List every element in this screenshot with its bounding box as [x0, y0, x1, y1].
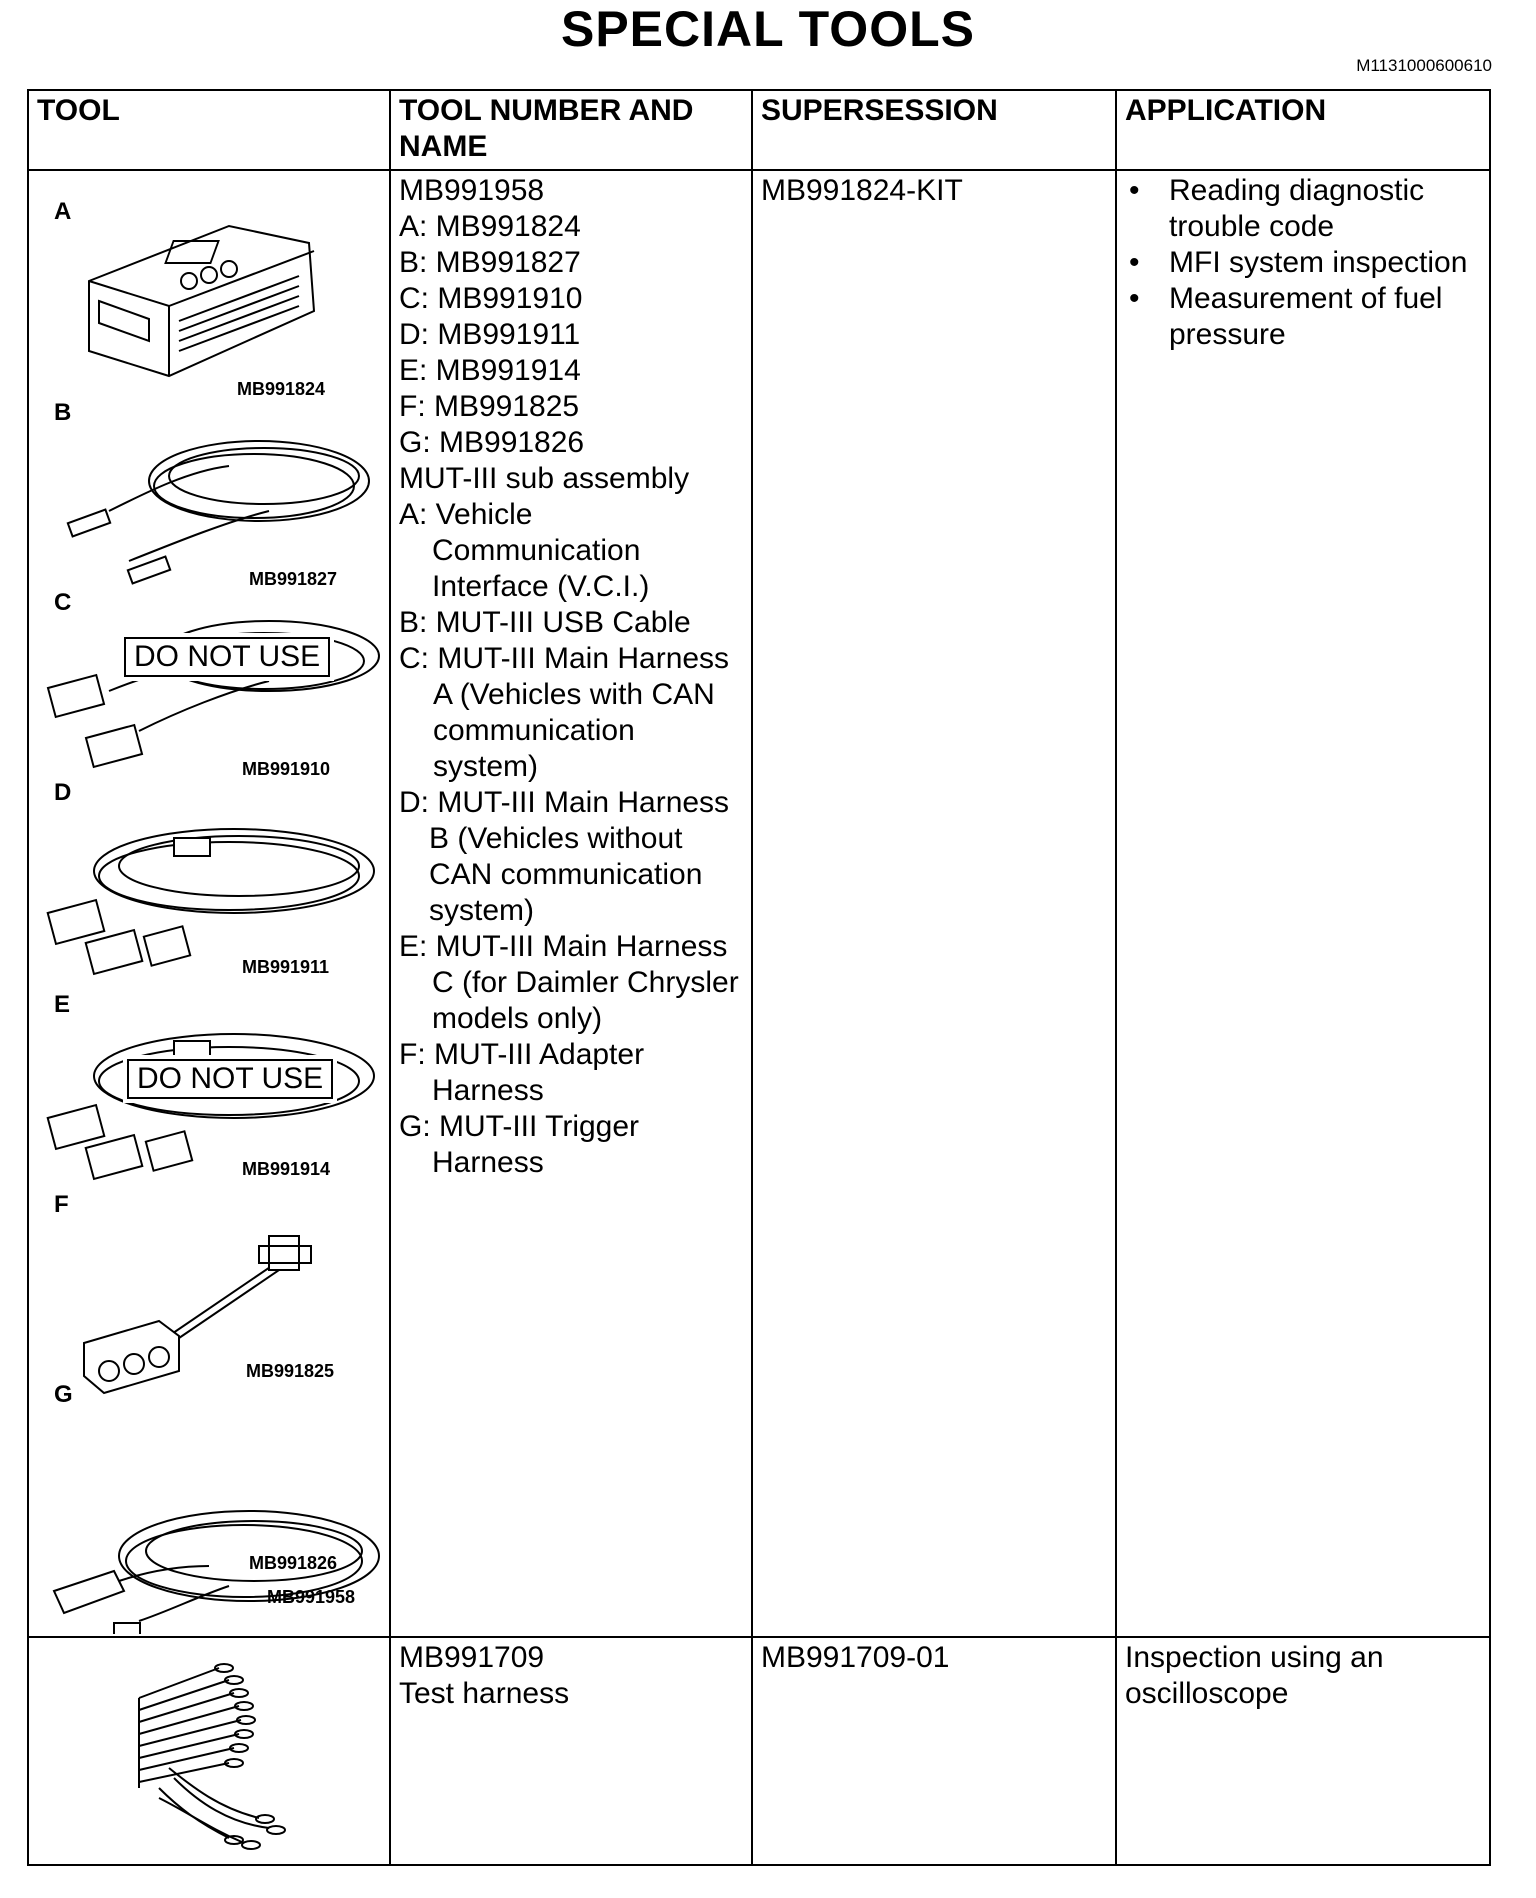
tool-number-name-lines	[391, 1638, 751, 1712]
figure-label-e: E	[54, 991, 71, 1018]
tool-description-line: Communication	[432, 534, 641, 567]
tool-number-name-cell	[390, 170, 752, 1637]
application-text	[1117, 1638, 1489, 1712]
part-number-mb991827: MB991827	[249, 569, 338, 589]
tool-figure-cell	[28, 1637, 390, 1865]
part-number-mb991910: MB991910	[242, 759, 331, 779]
tool-description-line: MUT-III sub assembly	[399, 462, 690, 495]
tool-description-line: E: MUT-III Main Harness	[399, 930, 728, 963]
tool-description-line: C (for Daimler Chrysler	[432, 966, 739, 999]
application-cell	[1116, 1637, 1490, 1865]
tool-description-line: D: MB991911	[399, 318, 581, 351]
application-bullet	[1129, 173, 1485, 245]
tool-number-name-cell	[390, 1637, 752, 1865]
figure-label-g: G	[54, 1381, 73, 1408]
part-number-mb991826: MB991826	[249, 1553, 338, 1573]
special-tools-table	[27, 89, 1491, 1866]
supersession-value: MB991709-01	[761, 1641, 950, 1674]
header-tool-number	[390, 90, 752, 170]
application-bullet-line: • Measurement of fuel	[1169, 282, 1443, 315]
usb-cable-drawing	[68, 441, 369, 583]
supersession-value: MB991824-KIT	[761, 174, 963, 207]
vci-device-drawing	[89, 226, 314, 376]
tool-description-line: MB991709	[399, 1641, 545, 1674]
application-bullet-line: • Reading diagnostic	[1169, 174, 1425, 207]
test-harness-illustration	[29, 1638, 387, 1862]
header-tool: TOOL	[28, 90, 390, 170]
tool-description-line: G: MUT-III Trigger	[399, 1110, 640, 1143]
header-tool-number-line: TOOL NUMBER AND	[399, 94, 694, 127]
tool-drawings	[29, 171, 387, 1634]
test-harness-drawing	[29, 1638, 387, 1862]
application-bullet	[1129, 245, 1485, 281]
tool-description-line: C: MUT-III Main Harness	[399, 642, 730, 675]
application-line: oscilloscope	[1125, 1677, 1289, 1710]
figure-label-a: A	[54, 198, 72, 225]
main-harness-c-drawing	[48, 1034, 374, 1179]
tool-description-line: Harness	[432, 1074, 544, 1107]
tool-description-line: E: MB991914	[399, 354, 581, 387]
page-title: SPECIAL TOOLS	[560, 1, 975, 57]
tool-description-line: A (Vehicles with CAN	[433, 678, 715, 711]
tool-description-line: Test harness	[399, 1677, 570, 1710]
tool-description-line: F: MUT-III Adapter	[399, 1038, 645, 1071]
application-bullet-line: trouble code	[1169, 210, 1335, 243]
part-number-mb991958: MB991958	[267, 1587, 356, 1607]
tool-description-line: communication	[433, 714, 635, 747]
part-number-mb991825: MB991825	[246, 1361, 335, 1381]
tool-description-line: D: MUT-III Main Harness	[399, 786, 730, 819]
tool-figure-cell	[28, 170, 390, 1637]
tool-description-line: system)	[433, 750, 538, 783]
supersession-cell	[752, 1637, 1116, 1865]
figure-label-d: D	[54, 779, 72, 806]
application-list	[1117, 171, 1489, 353]
figure-label-c: C	[54, 589, 72, 616]
do-not-use-label: DO NOT USE	[127, 1059, 333, 1099]
document-id: M1131000600610	[1356, 56, 1492, 75]
application-bullet-line: • MFI system inspection	[1169, 246, 1468, 279]
application-cell	[1116, 170, 1490, 1637]
header-supersession: SUPERSESSION	[752, 90, 1116, 170]
tool-number-name-lines	[391, 171, 751, 1181]
mut-iii-kit-illustration	[29, 171, 387, 1634]
figure-label-b: B	[54, 399, 72, 426]
table-row	[28, 170, 1490, 1637]
tool-description-line: G: MB991826	[399, 426, 585, 459]
table-row	[28, 1637, 1490, 1865]
tool-description-line: Interface (V.C.I.)	[432, 570, 650, 603]
tool-description-line: C: MB991910	[399, 282, 583, 315]
do-not-use-label: DO NOT USE	[124, 637, 330, 677]
tool-description-line: MB991958	[399, 174, 545, 207]
table-header-row	[28, 90, 1490, 170]
application-bullet	[1129, 281, 1485, 353]
tool-description-line: system)	[429, 894, 534, 927]
header-tool-number-line: NAME	[399, 130, 488, 163]
part-number-mb991824: MB991824	[237, 379, 326, 399]
tool-description-line: CAN communication	[429, 858, 703, 891]
tool-description-line: B: MUT-III USB Cable	[399, 606, 691, 639]
tool-description-line: B (Vehicles without	[429, 822, 683, 855]
tool-description-line: Harness	[432, 1146, 544, 1179]
main-harness-b-drawing	[48, 829, 374, 974]
supersession-cell	[752, 170, 1116, 1637]
tool-description-line: F: MB991825	[399, 390, 580, 423]
tool-description-line: B: MB991827	[399, 246, 581, 279]
part-number-mb991911: MB991911	[242, 957, 330, 977]
figure-label-f: F	[54, 1191, 69, 1218]
application-bullet-line: pressure	[1169, 318, 1286, 351]
part-number-mb991914: MB991914	[242, 1159, 331, 1179]
header-application: APPLICATION	[1116, 90, 1490, 170]
application-line: Inspection using an	[1125, 1641, 1384, 1674]
tool-description-line: A: MB991824	[399, 210, 581, 243]
tool-description-line: models only)	[432, 1002, 603, 1035]
tool-description-line: A: Vehicle	[399, 498, 533, 531]
